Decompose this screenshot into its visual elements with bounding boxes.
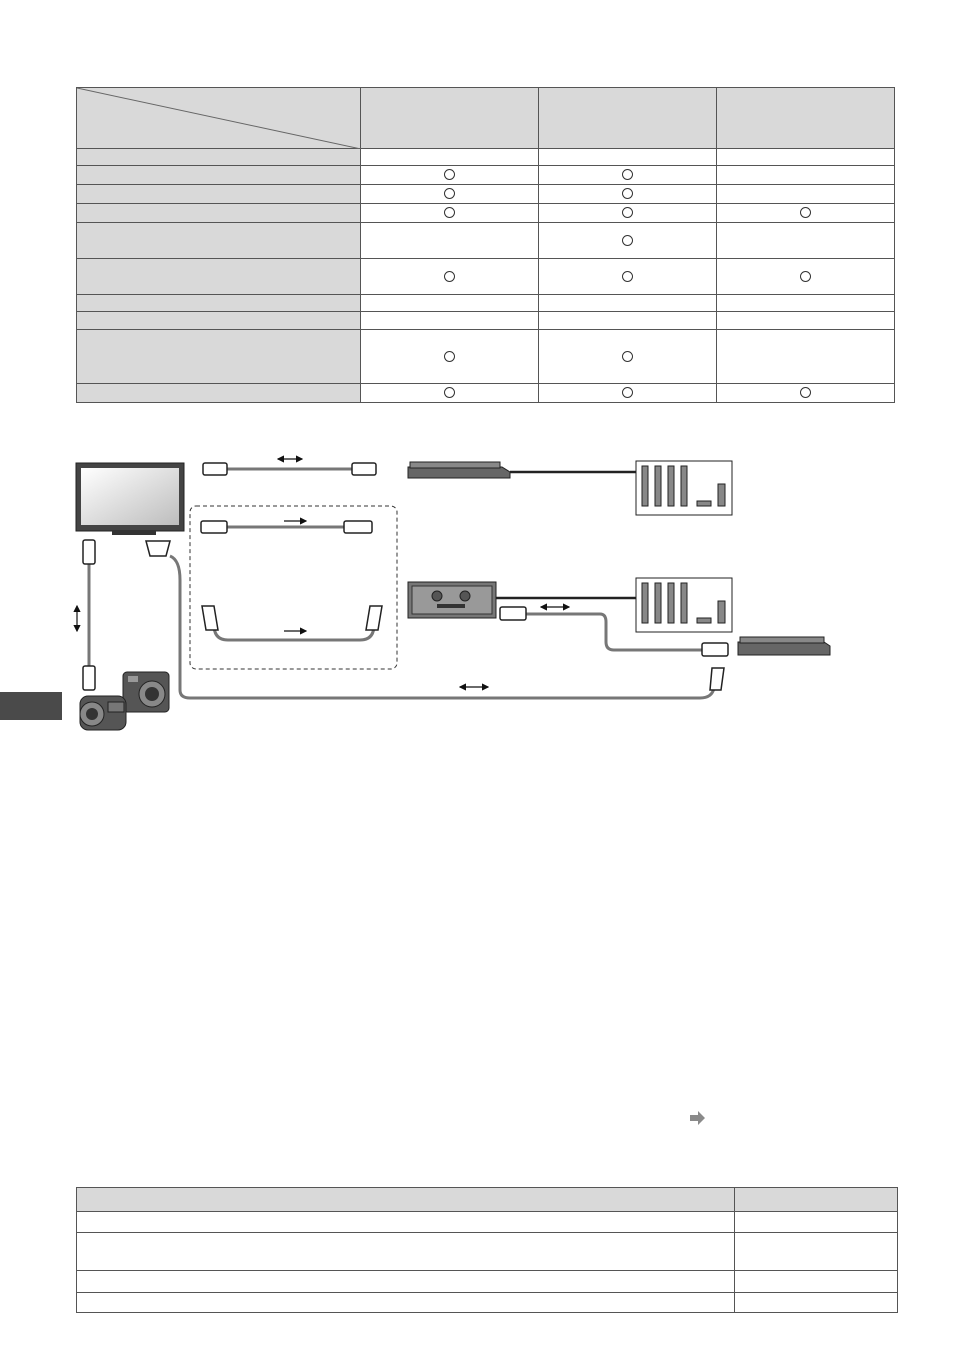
- bottom-table: [76, 1187, 898, 1313]
- table-header-row: [77, 88, 895, 149]
- camcorder-icon: [80, 696, 126, 730]
- check-circle-icon: [444, 271, 455, 282]
- amplifier-icon: [408, 582, 496, 618]
- table-row: [77, 1293, 898, 1313]
- recorder-icon: [738, 637, 830, 655]
- table-row: [77, 166, 895, 185]
- table-row: [77, 384, 895, 403]
- hdmi-cable-camcorder: [77, 540, 95, 690]
- check-circle-icon: [622, 235, 633, 246]
- check-circle-icon: [622, 207, 633, 218]
- check-circle-icon: [622, 271, 633, 282]
- table-row: [77, 1212, 898, 1233]
- check-circle-icon: [800, 207, 811, 218]
- check-circle-icon: [622, 169, 633, 180]
- check-circle-icon: [800, 387, 811, 398]
- header-cell: [539, 88, 717, 149]
- table-row: [77, 185, 895, 204]
- hdmi-plug-icon: [203, 463, 227, 475]
- disc-player-icon: [408, 462, 510, 478]
- scart-plug-icon: [366, 606, 382, 630]
- diagonal-divider: [77, 88, 361, 149]
- check-circle-icon: [622, 387, 633, 398]
- speaker-set-icon: [636, 578, 732, 632]
- hdmi-plug-icon: [352, 463, 376, 475]
- hdmi-plug-icon: [702, 643, 728, 656]
- table-row: [77, 259, 895, 295]
- check-circle-icon: [622, 351, 633, 362]
- connection-diagram: [0, 440, 954, 750]
- optical-plug-icon: [201, 521, 227, 533]
- table-row: [77, 312, 895, 330]
- compatibility-table: [76, 87, 895, 403]
- table-row: [77, 1233, 898, 1271]
- check-circle-icon: [800, 271, 811, 282]
- arrow-right-icon: [690, 1111, 706, 1125]
- check-circle-icon: [444, 169, 455, 180]
- hdmi-plug-icon: [500, 607, 526, 620]
- table-row: [77, 1271, 898, 1293]
- tv-icon: [76, 463, 184, 535]
- speaker-set-icon: [636, 461, 732, 515]
- table-row: [77, 204, 895, 223]
- check-circle-icon: [444, 188, 455, 199]
- hdmi-plug-icon: [83, 666, 95, 690]
- hdmi-cable-top: [203, 459, 376, 475]
- table-row: [77, 149, 895, 166]
- check-circle-icon: [622, 188, 633, 199]
- optical-plug-icon: [344, 521, 372, 533]
- camera-icon: [123, 672, 169, 712]
- table-header-row: [77, 1188, 898, 1212]
- check-circle-icon: [444, 207, 455, 218]
- check-circle-icon: [444, 351, 455, 362]
- scart-cable-inner: [202, 606, 382, 640]
- table-row: [77, 223, 895, 259]
- header-cell: [717, 88, 895, 149]
- table-row: [77, 330, 895, 384]
- table-row: [77, 295, 895, 312]
- header-cell: [361, 88, 539, 149]
- optical-cable: [201, 521, 372, 533]
- check-circle-icon: [444, 387, 455, 398]
- scart-plug-icon: [146, 541, 170, 556]
- scart-plug-icon: [202, 606, 218, 630]
- scart-plug-icon: [710, 668, 724, 690]
- hdmi-plug-icon: [83, 540, 95, 564]
- section-tab: [0, 692, 62, 720]
- header-corner-cell: [77, 88, 361, 149]
